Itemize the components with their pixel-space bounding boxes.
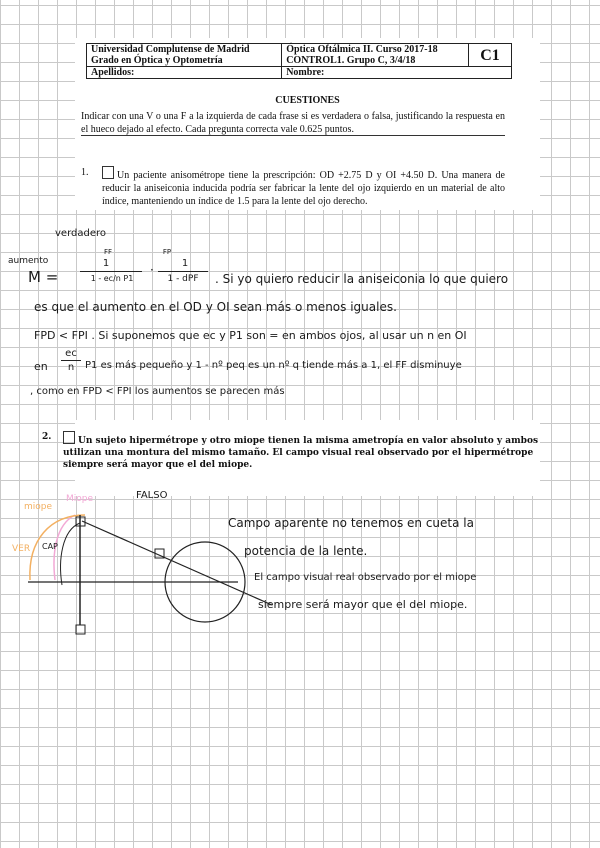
q1-answer-line1: . Si yo quiero reducir la aniseiconia lo que quiero (215, 272, 509, 286)
q2-answer-line4: siempre será mayor que el del miope. (258, 598, 468, 611)
q2-answer-line3: El campo visual real observado por el miope (254, 572, 477, 583)
q2-verdict: FALSO (136, 490, 168, 501)
frac1-line (80, 271, 142, 272)
q1-answer-line2: es que el aumento en el OD y OI sean más o menos iguales. (34, 300, 397, 314)
course-cell (282, 44, 469, 67)
q1-number: 1. (81, 167, 89, 178)
instructions-underline (81, 135, 505, 136)
frac2-bottom: 1 - dPF (167, 274, 199, 284)
q2-answer-line2: potencia de la lente. (244, 544, 368, 558)
line4-frac-line (61, 360, 81, 361)
q2-answer-line1: Campo aparente no tenemos en cueta la (228, 516, 474, 530)
label-ver: VER (12, 544, 31, 554)
exam-code: C1 (469, 44, 512, 67)
q2-text (63, 431, 549, 471)
q2-checkbox[interactable] (63, 431, 75, 444)
lens-bottom-mark (76, 625, 85, 634)
degree-label: Grado en Óptica y Optometría (91, 55, 223, 66)
university-label: Universidad Complutense de Madrid (91, 44, 250, 55)
line4-frac-bottom: n (67, 362, 75, 373)
section-title: CUESTIONES (275, 95, 340, 106)
q1-answer-line5: , como en FPD < FPI los aumentos se parecen más (30, 386, 285, 397)
frac1-bottom: 1 - ec/n P1 (90, 274, 134, 283)
line4-frac-top: ec (65, 348, 77, 359)
label-miope-pink: Miope (66, 494, 94, 504)
label-cap: CAP (42, 542, 58, 551)
name-field[interactable]: Nombre: (282, 67, 512, 79)
frac1-top: 1 (102, 258, 110, 269)
q1-answer-line3: FPD < FPI . Si suponemos que ec y P1 son = en ambos ojos, al usar un n en OI (34, 329, 467, 342)
q2-statement: Un sujeto hipermétrope y otro miope tienen la misma ametropía en valor absoluto y ambos utilizan una montura del mismo tamaño. El campo visual real observado por el hipermétrope siempre será mayor que el del miope. (63, 436, 539, 470)
q1-checkbox[interactable] (102, 166, 114, 179)
cap-arc (61, 523, 80, 585)
institution-cell (87, 44, 282, 67)
q1-answer-line4-rest: P1 es más pequeño y 1 - nº peq es un nº q tiende más a 1, el FF disminuye (85, 360, 462, 371)
aumento-label: aumento (8, 256, 49, 266)
frac2-top: 1 (181, 258, 189, 269)
surname-field[interactable]: Apellidos: (87, 67, 282, 79)
frac2-line (158, 271, 208, 272)
q1-verdict: verdadero (55, 228, 106, 239)
frac1-sup: FF (103, 248, 113, 256)
frac2-sup: FP (162, 248, 172, 256)
m-symbol: M = (28, 268, 59, 286)
control-label: CONTROL1. Grupo C, 3/4/18 (286, 55, 416, 66)
q1-answer-line4-start: en (34, 360, 48, 373)
exam-header (86, 43, 512, 79)
q2-number: 2. (42, 432, 52, 442)
instructions: Indicar con una V o una F a la izquierda de cada frase si es verdadera o falsa, justificando la respuesta en el hueco dejado al efecto. Cada pregunta correcta vale 0.625 puntos. (81, 111, 505, 135)
q1-statement: Un paciente anisométrope tiene la prescripción: OD +2.75 D y OI +4.50 D. Una manera de reducir la aniseiconia inducida podría ser fabricar la lente del ojo izquierdo en un material de alto índice, manteniendo un índice de 1.5 para la lente del ojo derecho. (102, 170, 505, 207)
course-label: Óptica Oftálmica II. Curso 2017-18 (286, 44, 438, 55)
frac-dot: · (150, 263, 154, 277)
q1-text (102, 166, 505, 208)
label-miope-orange: miope (24, 502, 53, 512)
